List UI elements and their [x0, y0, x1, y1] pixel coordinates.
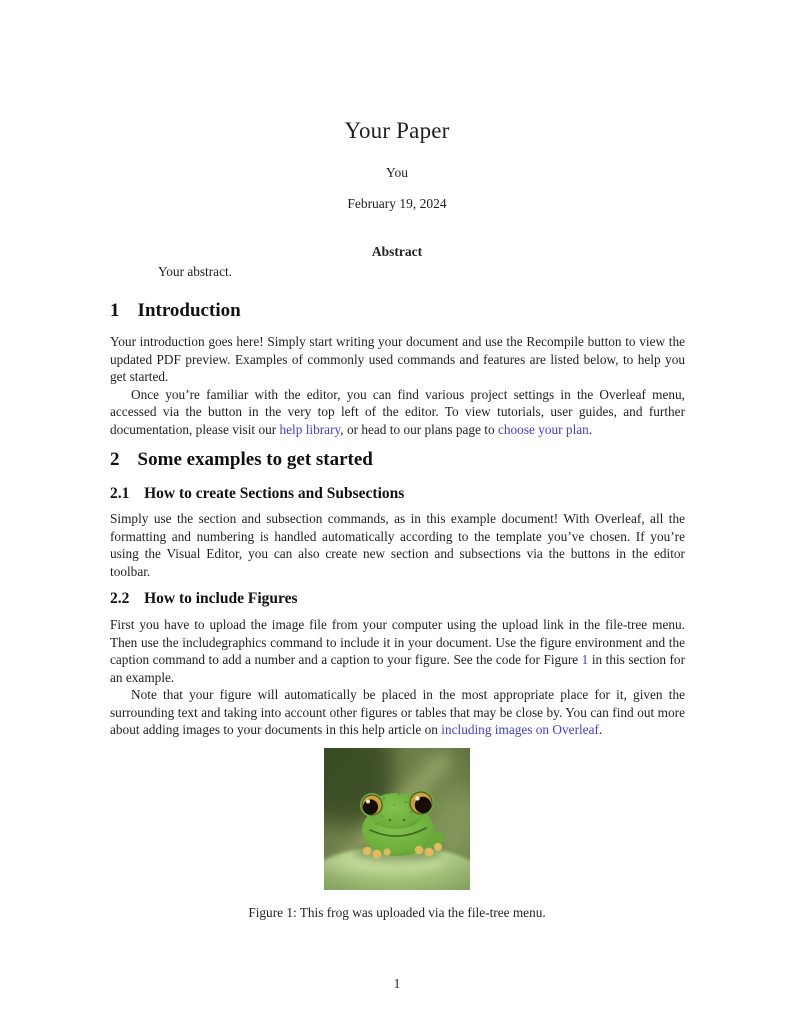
subsection-2-1-title: How to create Sections and Subsections [144, 485, 405, 502]
figure-1-reference-link[interactable]: 1 [581, 652, 589, 667]
page-number: 1 [393, 976, 401, 991]
choose-your-plan-link[interactable]: choose your plan [497, 421, 589, 437]
section-1-body [110, 333, 685, 438]
paragraph [110, 333, 685, 386]
paragraph-text: . [588, 421, 593, 437]
date: February 19, 2024 [347, 196, 447, 211]
subsection-2-1-number: 2.1 [110, 485, 130, 502]
paragraph-text: , or head to our plans page to [340, 421, 498, 437]
figure-1-caption: Figure 1: This frog was uploaded via the file-tree menu. [248, 905, 546, 920]
section-2-title: Some examples to get started [137, 449, 373, 470]
paragraph-text: Once you’re familiar with the editor, you can find various project settings in the Overleaf menu, accessed via the button in the very top left of the editor. To view tutorials, user guides, and further documentation, please visit our [110, 386, 685, 437]
subsection-2-2-heading [110, 590, 685, 608]
subsection-2-2-number: 2.2 [110, 590, 130, 607]
paragraph-text: in this section for an example. [110, 652, 685, 685]
subsection-2-1-heading [110, 485, 685, 503]
subsection-2-2-title: How to include Figures [144, 590, 298, 607]
author: You [386, 165, 408, 180]
page-title: Your Paper [344, 118, 450, 143]
paragraph [110, 686, 685, 739]
section-2-heading [110, 449, 685, 471]
section-2-number: 2 [110, 449, 120, 470]
paragraph [110, 386, 685, 439]
paragraph [110, 616, 685, 686]
section-1-title: Introduction [137, 300, 241, 321]
paragraph-text: First you have to upload the image file from your computer using the upload link in the file-tree menu. Then use the includegraphics command to include it in your document. Use the figure environment and the caption command to add a number and a caption to your figure. See the code for Figure [110, 617, 685, 667]
paragraph-text: Simply use the section and subsection commands, as in this example document! With Overleaf, all the formatting and numbering is handled automatically according to the template you’ve chosen. If you’re using the Visual Editor, you can also create new section and subsections via the buttons in the editor toolbar. [110, 511, 685, 579]
section-1-number: 1 [110, 300, 120, 321]
abstract-heading: Abstract [371, 244, 423, 259]
section-1-heading [110, 300, 685, 322]
paragraph-text: Note that your figure will automatically be placed in the most appropriate place for it, given the surrounding text and taking into account other figures or tables that may be close by. You can find out more about adding images to your documents in this help article on [110, 687, 685, 737]
subsection-2-1-body [110, 510, 685, 580]
paragraph-text: Your introduction goes here! Simply start writing your document and use the Recompile button to view the updated PDF preview. Examples of commonly used commands and features are listed below, to help you get started. [110, 334, 685, 384]
paragraph-text: . [598, 722, 603, 737]
subsection-2-2-body [110, 616, 685, 739]
abstract-text: Your abstract. [158, 264, 232, 279]
help-library-link[interactable]: help library [279, 421, 341, 437]
including-images-link[interactable]: including images on Overleaf [441, 722, 599, 737]
paragraph [110, 510, 685, 580]
figure-1 [324, 748, 470, 890]
frog-photo [324, 748, 470, 890]
